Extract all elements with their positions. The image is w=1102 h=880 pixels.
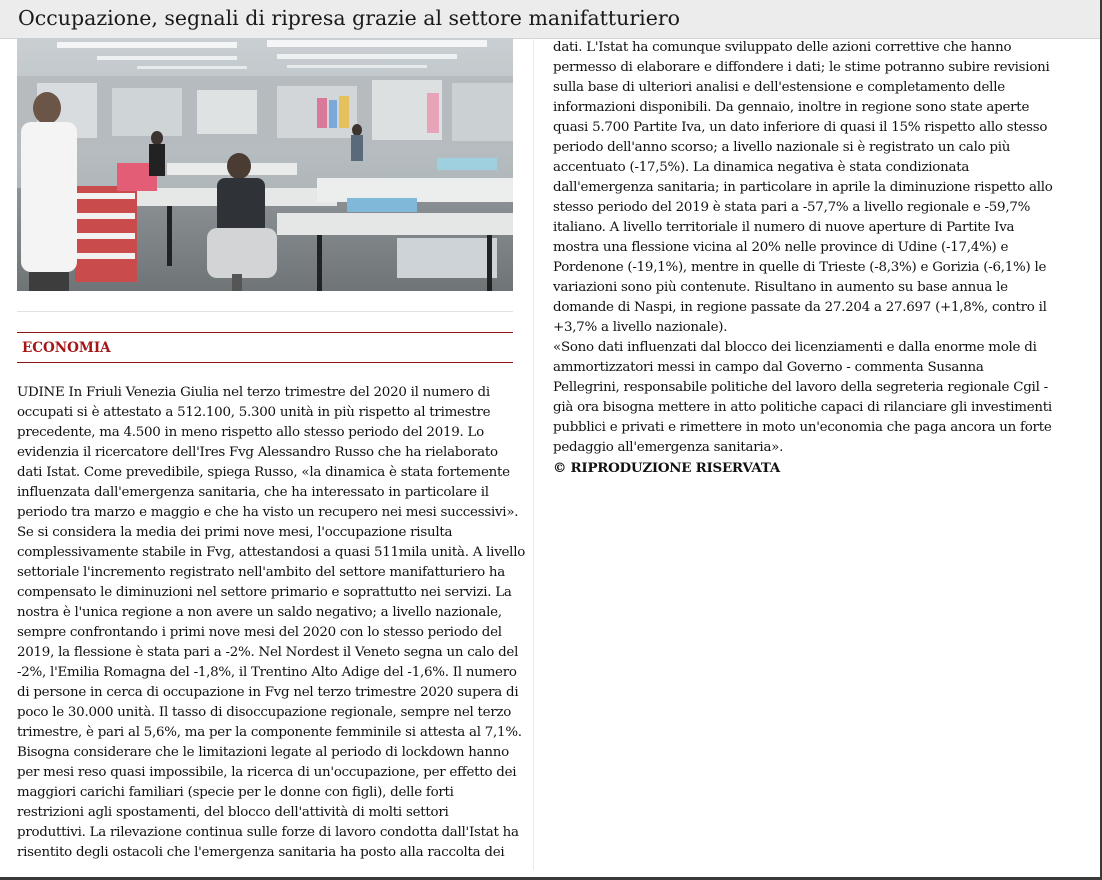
article-text-line: poco le 30.000 unità. Il tasso di disoccupazione regionale, sempre nel terzo — [17, 705, 512, 720]
section-rule-top — [17, 332, 513, 333]
article-photo — [17, 38, 513, 291]
article-title: Occupazione, segnali di ripresa grazie al settore manifatturiero — [18, 6, 680, 30]
article-text-line: permesso di elaborare e diffondere i dati; le stime potranno subire revisioni — [553, 60, 1050, 75]
article-text-line: UDINE In Friuli Venezia Giulia nel terzo trimestre del 2020 il numero di — [17, 385, 490, 400]
article-text-line: influenzata dall'emergenza sanitaria, che ha interessato in particolare il — [17, 485, 489, 500]
article-text-line: dall'emergenza sanitaria; in particolare in aprile la diminuzione rispetto allo — [553, 180, 1053, 195]
copyright-notice: © RIPRODUZIONE RISERVATA — [553, 460, 780, 476]
article-text-line: Pordenone (-19,1%), mentre in quelle di Trieste (-8,3%) e Gorizia (-6,1%) le — [553, 260, 1047, 275]
article-text-line: -2%, l'Emilia Romagna del -1,8%, il Trentino Alto Adige del -1,6%. Il numero — [17, 665, 517, 680]
separator-light — [17, 311, 513, 312]
article-text-line: risentito degli ostacoli che l'emergenza sanitaria ha posto alla raccolta dei — [17, 845, 505, 860]
article-text-line: periodo dell'anno scorso; a livello nazionale si è registrato un calo più — [553, 140, 1011, 155]
article-text-line: accentuato (-17,5%). La dinamica negativa è stata condizionata — [553, 160, 970, 175]
article-text-line: Se si considera la media dei primi nove mesi, l'occupazione risulta — [17, 525, 453, 540]
article-text-line: compensato le diminuzioni nel settore primario e soprattutto nei servizi. La — [17, 585, 512, 600]
article-text-line: mostra una flessione vicina al 20% nelle province di Udine (-17,4%) e — [553, 240, 1009, 255]
article-text-line: precedente, ma 4.500 in meno rispetto allo stesso periodo del 2019. Lo — [17, 425, 484, 440]
column-divider — [533, 38, 534, 870]
article-text-line: già ora bisogna mettere in atto politiche capaci di rilanciare gli investimenti — [553, 400, 1052, 415]
title-bar — [0, 0, 1100, 39]
article-text-line: periodo tra marzo e maggio e che ha visto un recupero nei mesi successivi». — [17, 505, 519, 520]
article-text-line: trimestre, è pari al 5,6%, ma per la componente femminile si attesta al 7,1%. — [17, 725, 522, 740]
article-text-line: sulla base di ulteriori analisi e dell'estensione e completamento delle — [553, 80, 1005, 95]
article-text-line: di persone in cerca di occupazione in Fvg nel terzo trimestre 2020 supera di — [17, 685, 519, 700]
article-text-line: per mesi reso quasi impossibile, la ricerca di un'occupazione, per effetto dei — [17, 765, 517, 780]
article-text-line: dati. L'Istat ha comunque sviluppato delle azioni correttive che hanno — [553, 40, 1012, 55]
article-text-line: pubblici e privati e rimettere in moto un'economia che paga ancora un forte — [553, 420, 1052, 435]
article-body-right-column — [553, 38, 1053, 458]
article-text-line: nostra è l'unica regione a non avere un saldo negativo; a livello nazionale, — [17, 605, 502, 620]
article-text-line: variazioni sono più contenute. Risultano in aumento su base annua le — [553, 280, 1008, 295]
article-text-line: sempre confrontando i primi nove mesi del 2020 con lo stesso periodo del — [17, 625, 502, 640]
article-text-line: quasi 5.700 Partite Iva, un dato inferiore di quasi il 15% rispetto allo stesso — [553, 120, 1048, 135]
article-text-line: settoriale l'incremento registrato nell'ambito del settore manifatturiero ha — [17, 565, 506, 580]
section-rule-bottom — [17, 362, 513, 363]
article-text-line: domande di Naspi, in regione passate da 27.204 a 27.697 (+1,8%, contro il — [553, 300, 1047, 315]
article-text-line: 2019, la flessione è stata pari a -2%. Nel Nordest il Veneto segna un calo del — [17, 645, 519, 660]
article-text-line: occupati si è attestato a 512.100, 5.300 unità in più rispetto al trimestre — [17, 405, 491, 420]
article-text-line: complessivamente stabile in Fvg, attestandosi a quasi 511mila unità. A livello — [17, 545, 526, 560]
article-text-line: dati Istat. Come prevedibile, spiega Russo, «la dinamica è stata fortemente — [17, 465, 510, 480]
article-text-line: pedaggio all'emergenza sanitaria». — [553, 440, 784, 455]
article-text-line: italiano. A livello territoriale il numero di nuove aperture di Partite Iva — [553, 220, 1015, 235]
article-text-line: stesso periodo del 2019 è stata pari a -57,7% a livello regionale e -59,7% — [553, 200, 1031, 215]
section-label: ECONOMIA — [22, 340, 111, 356]
article-text-line: informazioni disponibili. Da gennaio, inoltre in regione sono state aperte — [553, 100, 1030, 115]
article-text-line: +3,7% a livello nazionale). — [553, 320, 728, 335]
article-text-line: restrizioni agli spostamenti, del blocco dell'attività di molti settori — [17, 805, 449, 820]
article-text-line: Pellegrini, responsabile politiche del lavoro della segreteria regionale Cgil - — [553, 380, 1048, 395]
article-text-line: produttivi. La rilevazione continua sulle forze di lavoro condotta dall'Istat ha — [17, 825, 519, 840]
article-text-line: maggiori carichi familiari (specie per le donne con figli), delle forti — [17, 785, 454, 800]
article-body-left-column — [17, 383, 526, 863]
article-text-line: evidenzia il ricercatore dell'Ires Fvg Alessandro Russo che ha rielaborato — [17, 445, 498, 460]
article-text-line: «Sono dati influenzati dal blocco dei licenziamenti e dalla enorme mole di — [553, 340, 1037, 355]
article-text-line: Bisogna considerare che le limitazioni legate al periodo di lockdown hanno — [17, 745, 509, 760]
article-text-line: ammortizzatori messi in campo dal Governo - commenta Susanna — [553, 360, 984, 375]
